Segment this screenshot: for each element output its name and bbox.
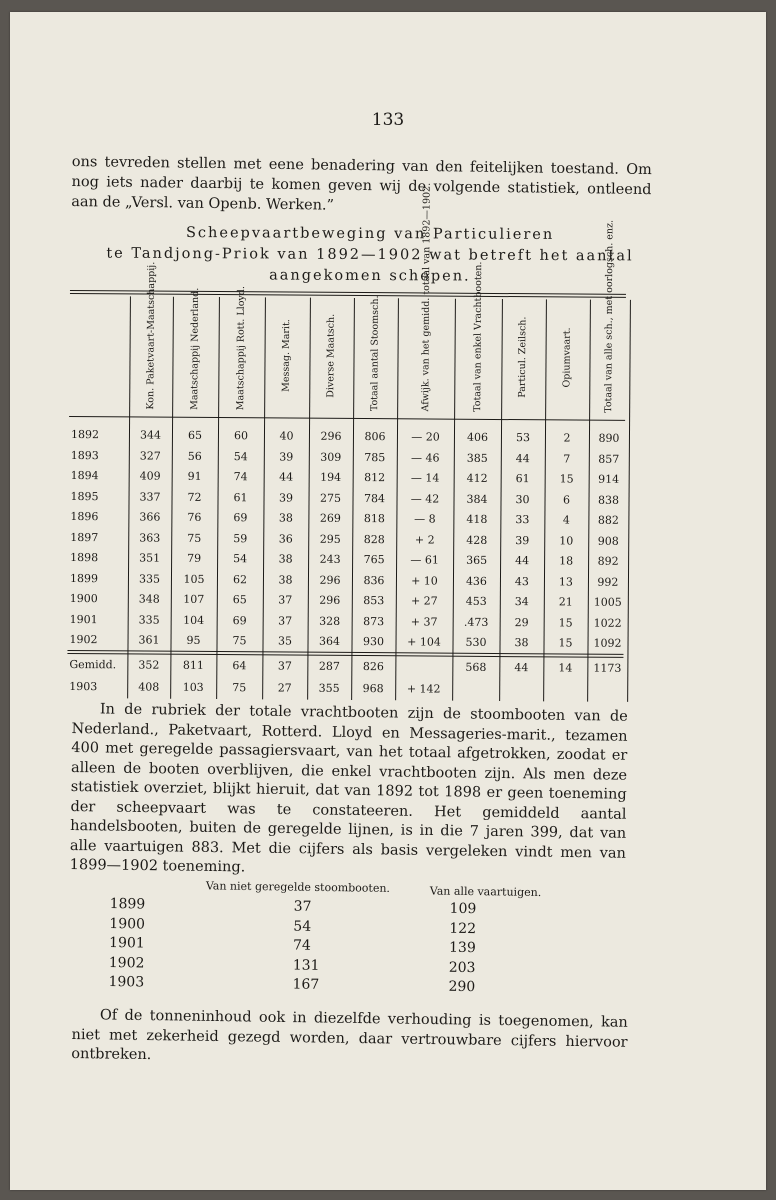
- table-cell: 76: [187, 510, 202, 524]
- table-cell: 930: [362, 635, 385, 649]
- intro-paragraph: [71, 152, 652, 220]
- table-cell: 2: [563, 431, 571, 445]
- table-cell: 366: [139, 510, 161, 524]
- comparison-header-all: Van alle vaartuigen.: [429, 884, 542, 900]
- table-cell: 1173: [593, 661, 622, 675]
- table-cell: 968: [362, 682, 384, 696]
- comparison-steamers-value: 131: [292, 957, 320, 974]
- row-year: 1894: [70, 469, 99, 483]
- table-cell: 812: [364, 471, 386, 485]
- table-cell: 38: [514, 636, 529, 650]
- table-cell: 436: [465, 574, 488, 588]
- comparison-steamers-value: 37: [293, 898, 312, 915]
- column-header-2: [172, 287, 219, 411]
- table-cell: 194: [320, 470, 342, 484]
- table-cell: 107: [183, 592, 205, 606]
- column-header-7: [397, 182, 455, 412]
- table-cell: + 2: [414, 532, 435, 547]
- table-cell: 13: [558, 574, 574, 589]
- row-year: 1897: [70, 530, 99, 544]
- table-cell: 882: [597, 513, 619, 527]
- table-cell: 61: [515, 472, 530, 486]
- table-cell: 38: [278, 511, 293, 525]
- comparison-all-value: 203: [448, 959, 476, 976]
- comparison-steamers-value: 167: [292, 976, 320, 993]
- table-cell: 838: [597, 493, 620, 507]
- table-cell: 385: [466, 451, 488, 465]
- table-cell: 530: [465, 635, 487, 649]
- table-cell: 65: [187, 428, 203, 442]
- comparison-year: 1899: [109, 895, 146, 913]
- column-header-5: [309, 300, 354, 412]
- table-cell: 992: [597, 575, 619, 589]
- table-cell: 38: [278, 552, 293, 566]
- column-header-label: Maatschappij Nederland.: [189, 287, 202, 410]
- table-cell: — 42: [410, 491, 440, 506]
- table-cell: 243: [319, 552, 341, 566]
- table-cell: 74: [233, 470, 248, 484]
- table-cell: 344: [139, 428, 162, 442]
- table-title-line-2: te Tandjong-Priok van 1892—1902 wat betreft het aantal: [106, 245, 634, 265]
- table-cell: 6: [562, 492, 571, 506]
- table-cell: 352: [138, 657, 160, 672]
- table-cell: 54: [233, 449, 248, 463]
- body-text: In de rubriek der totale vrachtbooten zijn de stoombooten van de Nederland., Paketvaart, Rotterd. Lloyd en Messageries-marit., tezamen 400 met geregelde passagiersvaart, van het totaal afgetrokken, zoodat er alleen de booten overblijven, die enkel vrachtbooten zijn. Als men deze statistiek overziet, blijkt hieruit, dat van 1892 tot 1898 er geen toeneming der scheepvaart was te constateeren. Het gemiddeld aantal handelsbooten, buiten de geregelde lijnen, is in die 7 jaren 399, dat van alle vaartuigen 883. Met die cijfers als basis vergeleken vindt men van 1899—1902 toeneming.: [69, 701, 628, 876]
- row-year: 1896: [70, 510, 99, 524]
- table-cell: 335: [138, 612, 160, 627]
- table-cell: 21: [558, 595, 573, 609]
- comparison-all-value: 290: [448, 978, 476, 996]
- table-cell: 826: [362, 659, 384, 673]
- table-cell: 40: [279, 429, 294, 443]
- row-year: 1893: [70, 448, 99, 462]
- comparison-steamers-value: 54: [293, 918, 312, 935]
- column-header-3: [218, 286, 265, 411]
- table-cell: 37: [278, 613, 293, 628]
- table-cell: 75: [187, 531, 202, 545]
- row-year: 1902: [69, 633, 98, 647]
- table-cell: — 46: [411, 450, 440, 465]
- column-header-label: Totaal aantal Stoomsch.: [369, 295, 381, 412]
- comparison-table: [108, 878, 570, 1004]
- table-cell: 914: [598, 472, 620, 486]
- table-cell: 828: [363, 532, 385, 546]
- table-cell: 53: [515, 431, 531, 445]
- table-cell: 327: [139, 448, 161, 463]
- table-cell: 428: [466, 533, 488, 547]
- table-cell: 1092: [593, 636, 622, 650]
- table-cell: + 10: [411, 573, 438, 588]
- table-cell: 7: [563, 451, 571, 465]
- comparison-year: 1900: [109, 915, 146, 932]
- table-cell: 335: [138, 571, 161, 586]
- row-year: 1892: [70, 428, 100, 442]
- table-cell: 35: [277, 634, 293, 648]
- table-cell: 818: [363, 512, 385, 526]
- column-header-label: Kon. Paketvaart-Maatschappij.: [144, 261, 157, 410]
- table-cell: 853: [363, 594, 385, 608]
- table-cell: 836: [363, 573, 385, 587]
- table-cell: 15: [558, 636, 573, 650]
- table-cell: + 37: [410, 614, 438, 629]
- row-year: Gemidd.: [69, 657, 117, 671]
- table-cell: 296: [319, 593, 341, 607]
- comparison-year: 1903: [108, 973, 145, 991]
- table-cell: 34: [514, 595, 529, 609]
- table-cell: 384: [466, 492, 488, 506]
- column-header-10: [545, 301, 590, 413]
- table-cell: 568: [465, 660, 487, 674]
- row-year: 1898: [70, 551, 99, 565]
- table-cell: 412: [466, 471, 488, 485]
- table-cell: 27: [277, 681, 292, 695]
- body-paragraph: [70, 700, 628, 883]
- table-cell: 95: [186, 633, 201, 647]
- column-header-label: Totaal van alle sch., met oorlogsch. enz.: [603, 219, 616, 413]
- table-cell: 418: [466, 512, 488, 526]
- table-cell: 355: [318, 681, 340, 695]
- document-page: [10, 12, 766, 1190]
- table-cell: 765: [363, 553, 385, 567]
- comparison-all-value: 122: [449, 920, 477, 937]
- table-cell: 364: [318, 634, 341, 648]
- table-cell: 65: [232, 593, 247, 607]
- table-cell: 785: [364, 450, 386, 464]
- row-year: 1903: [69, 680, 98, 694]
- table-cell: 37: [278, 593, 293, 607]
- table-cell: 39: [278, 490, 294, 505]
- comparison-year: 1902: [108, 954, 145, 971]
- table-cell: 811: [182, 658, 204, 672]
- column-header-label: Diverse Maatsch.: [325, 313, 337, 398]
- table-cell: 72: [187, 490, 202, 504]
- table-cell: 37: [277, 658, 292, 673]
- table-title-line-1: Scheepvaartbeweging van Particulieren: [185, 225, 555, 243]
- intro-text: ons tevreden stellen met eene benadering van den feitelijken toestand. Om nog iets nader daarbij te komen geven wij de volgende statistiek, ontleend aan de „Versl. van Openb. Werken.”: [71, 153, 652, 214]
- table-cell: 328: [319, 614, 341, 628]
- table-cell: .473: [463, 615, 489, 629]
- table-cell: 784: [363, 491, 386, 505]
- comparison-all-value: 109: [449, 900, 477, 918]
- table-cell: + 27: [410, 594, 438, 608]
- column-header-11: [589, 219, 630, 414]
- comparison-all-value: 139: [448, 939, 476, 957]
- table-cell: 43: [514, 574, 530, 588]
- table-cell: 406: [466, 430, 489, 444]
- table-cell: 806: [364, 430, 386, 444]
- column-header-1: [129, 261, 173, 410]
- column-header-6: [353, 295, 398, 412]
- table-cell: 15: [558, 615, 573, 630]
- table-cell: 408: [138, 680, 160, 694]
- table-cell: 296: [320, 429, 342, 443]
- table-cell: — 20: [411, 430, 440, 444]
- table-cell: 287: [318, 659, 340, 673]
- table-cell: 4: [562, 513, 570, 527]
- table-cell: 79: [187, 551, 202, 565]
- column-header-4: [264, 299, 310, 411]
- table-cell: 296: [319, 573, 341, 587]
- column-header-label: Maatschappij Rott. Lloyd.: [235, 286, 248, 411]
- table-cell: 1022: [593, 616, 622, 630]
- table-cell: 18: [559, 554, 574, 568]
- comparison-year: 1901: [108, 934, 145, 952]
- table-cell: 908: [597, 534, 619, 548]
- table-cell: 269: [319, 511, 341, 525]
- table-cell: 33: [515, 513, 530, 527]
- table-cell: 91: [187, 469, 202, 483]
- column-header-label: Opiumvaart.: [561, 327, 573, 388]
- table-cell: 69: [233, 511, 248, 525]
- table-cell: 857: [598, 452, 620, 466]
- row-year: 1900: [69, 592, 98, 606]
- row-year: 1901: [69, 612, 98, 626]
- table-cell: — 14: [410, 471, 440, 485]
- table-cell: 44: [515, 554, 530, 568]
- table-cell: 44: [515, 451, 530, 465]
- column-header-9: [501, 301, 546, 413]
- table-cell: 409: [139, 469, 161, 483]
- table-cell: 75: [232, 634, 247, 648]
- table-cell: 39: [515, 533, 530, 547]
- table-cell: 873: [363, 614, 385, 628]
- table-cell: 44: [514, 660, 529, 674]
- table-cell: 892: [597, 554, 619, 568]
- table-cell: 337: [139, 489, 161, 504]
- table-cell: 44: [279, 470, 294, 484]
- table-cell: 60: [233, 429, 249, 443]
- table-cell: 105: [183, 572, 205, 586]
- page-number: 133: [371, 110, 405, 130]
- table-cell: — 8: [414, 512, 436, 526]
- table-cell: 348: [138, 592, 160, 606]
- table-cell: 309: [320, 450, 342, 464]
- table-cell: + 104: [407, 635, 441, 649]
- table-cell: 10: [559, 533, 574, 548]
- column-header-8: [454, 261, 502, 413]
- table-cell: 14: [558, 660, 573, 675]
- table-cell: 56: [187, 449, 202, 463]
- table-cell: 36: [278, 531, 293, 546]
- table-cell: 54: [233, 552, 248, 566]
- table-cell: — 61: [410, 553, 439, 567]
- header-bottom-rule: [69, 416, 625, 421]
- table-cell: 275: [319, 491, 342, 505]
- closing-text: Of de tonneninhoud ook in diezelfde verhouding is toegenomen, kan niet met zekerheid gezegd worden, daar vertrouwbare cijfers hiervoor ontbreken.: [71, 1007, 628, 1064]
- table-cell: + 142: [406, 682, 441, 696]
- table-cell: 29: [514, 615, 529, 629]
- table-cell: 39: [279, 449, 294, 464]
- table-cell: 30: [515, 492, 530, 506]
- table-cell: 453: [465, 594, 487, 608]
- table-cell: 351: [139, 551, 161, 565]
- table-cell: 295: [319, 532, 341, 546]
- table-cell: 69: [232, 613, 247, 627]
- table-cell: 64: [232, 658, 247, 672]
- comparison-header-steamers: Van niet geregelde stoombooten.: [205, 879, 391, 895]
- table-cell: 365: [466, 553, 488, 567]
- column-header-label: Afwijk. van het gemidd. totaal van 1892—1902.: [419, 182, 433, 412]
- column-header-label: Messag. Marit.: [280, 319, 293, 392]
- table-cell: 75: [232, 681, 247, 695]
- table-cell: 15: [559, 472, 574, 486]
- table-cell: 1005: [593, 595, 622, 609]
- table-cell: 361: [138, 633, 160, 647]
- row-year: 1895: [70, 489, 99, 503]
- row-year: 1899: [69, 571, 99, 585]
- table-cell: 363: [139, 530, 161, 545]
- table-cell: 890: [598, 431, 620, 445]
- comparison-steamers-value: 74: [292, 937, 312, 954]
- table-title-line-3: aangekomen schepen.: [269, 267, 471, 285]
- table-cell: 38: [278, 572, 293, 587]
- table-cell: 62: [232, 572, 248, 586]
- column-header-label: Totaal van enkel Vrachtbooten.: [471, 261, 484, 412]
- column-header-label: Particul. Zeilsch.: [517, 316, 529, 398]
- table-cell: 104: [183, 613, 205, 627]
- table-cell: 103: [182, 680, 204, 694]
- table-title: [70, 222, 670, 288]
- table-cell: 59: [233, 531, 248, 545]
- table-cell: 61: [233, 490, 248, 504]
- closing-paragraph: [71, 1006, 628, 1072]
